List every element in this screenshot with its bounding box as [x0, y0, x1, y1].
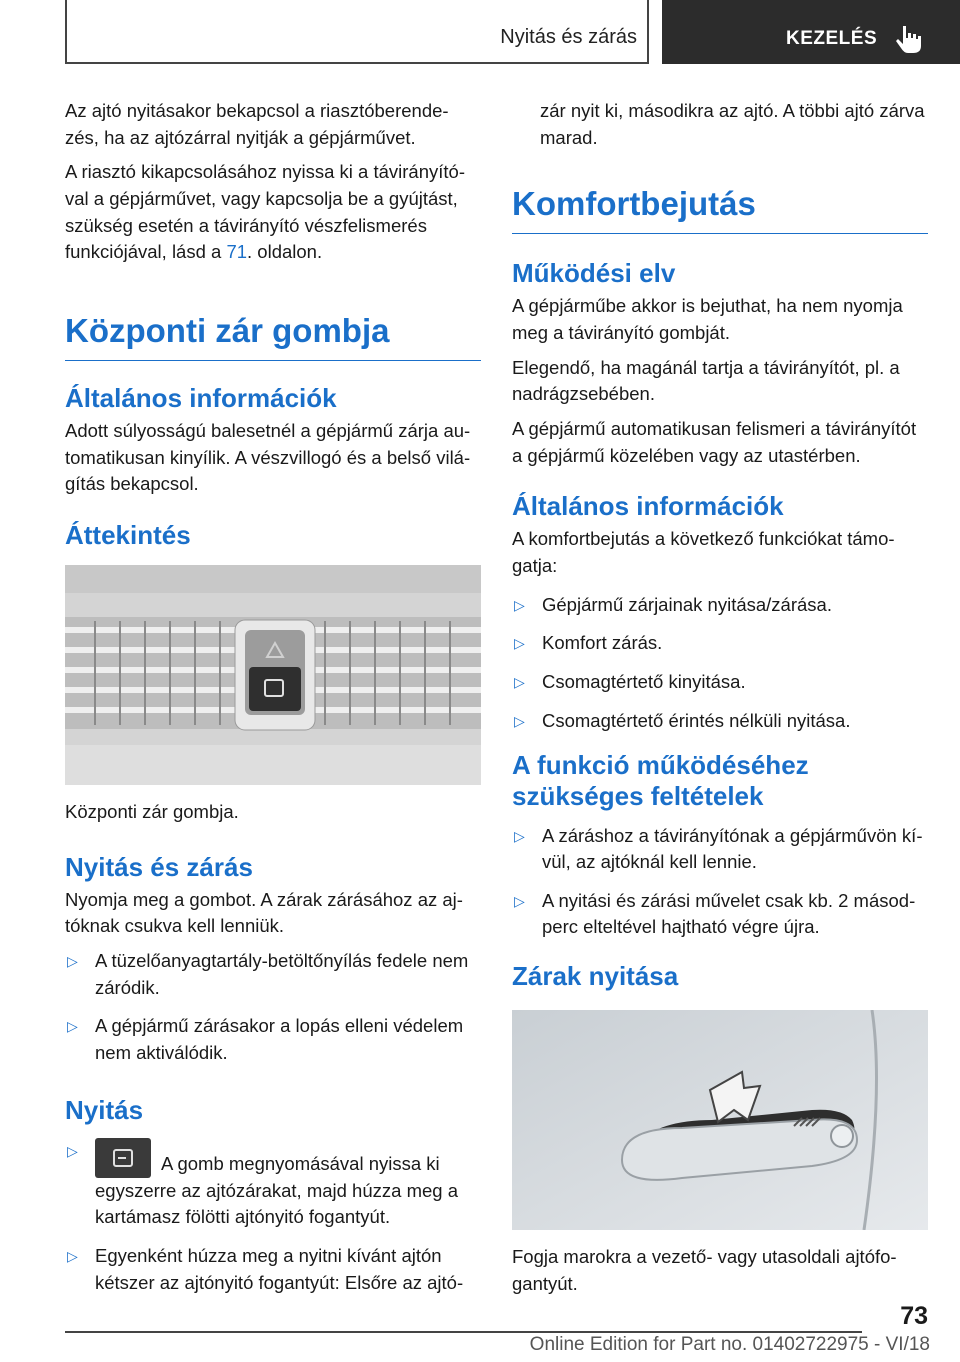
list-item: ▷ Csomagtértető kinyitása.: [514, 670, 746, 692]
list-item: ▷ A gépjármű zárásakor a lopás elleni védelem nem aktiválódik.: [67, 1015, 464, 1063]
list-item: ▷ Csomagtértető érintés nélküli nyitása.: [514, 709, 851, 731]
heading-overview: Áttekintés: [65, 519, 191, 550]
page-link-71[interactable]: 71: [226, 241, 248, 263]
triangle-bullet-icon: ▷: [514, 827, 525, 844]
list-item: ▷ A tüzelőanyagtartály-betöltőnyílás fedele nem záródik.: [67, 950, 469, 998]
alarm-paragraph: Az ajtó nyitásakor bekapcsol a riasztóberende-zés, ha az ajtózárral nyitják a gépjárművet.: [65, 100, 449, 148]
triangle-bullet-icon: ▷: [67, 1018, 78, 1035]
list-item: ▷ Gépjármű zárjainak nyitása/zárása.: [514, 593, 832, 615]
list-item: ▷ A nyitási és zárási művelet csak kb. 2 másod-perc elteltével hajtható végre újra.: [514, 889, 916, 938]
alarm-off-text-end: . oldalon.: [247, 241, 323, 263]
triangle-bullet-icon: ▷: [514, 635, 525, 652]
triangle-bullet-icon: ▷: [67, 1142, 78, 1159]
right-column: [512, 98, 928, 1297]
heading-open: Nyitás: [65, 1094, 144, 1125]
footer-edition: Online Edition for Part no. 01402722975 - VI/18: [529, 1334, 930, 1355]
general-info-paragraph: Adott súlyosságú balesetnél a gépjármű zárja au-tomatikusan kinyílik. A vészvillogó és a belső vilá-gítás bekapcsol.: [65, 419, 471, 495]
continued-paragraph: zár nyit ki, másodikra az ajtó. A többi ajtó zárva marad.: [540, 100, 925, 148]
hand-pointer-icon: [894, 24, 922, 54]
principle-paragraph-1: A gépjárműbe akkor is bejuthat, ha nem nyomja meg a távirányító gombját.: [512, 295, 903, 344]
alarm-off-paragraph: [65, 159, 481, 266]
heading-principle: Működési elv: [512, 258, 676, 289]
triangle-bullet-icon: ▷: [514, 673, 525, 690]
central-lock-figure-caption: Központi zár gombja.: [65, 801, 239, 822]
heading-conditions: A funkció működéséhez szükséges feltételek: [512, 750, 809, 812]
heading-unlocking: Zárak nyitása: [512, 961, 679, 991]
heading-general-info-right: Általános információk: [512, 491, 784, 522]
open-bullets: [65, 1138, 481, 1297]
page-number: 73: [900, 1302, 928, 1330]
conditions-bullets: [512, 823, 928, 942]
chapter-heading-comfort-access: Komfortbejutás: [512, 185, 928, 234]
triangle-bullet-icon: ▷: [514, 892, 525, 909]
triangle-bullet-icon: ▷: [67, 953, 78, 970]
unlock-button-icon: [95, 1138, 151, 1178]
list-item: ▷ Komfort zárás.: [514, 632, 663, 654]
heading-general-info: Általános információk: [65, 382, 337, 413]
open-close-bullets: [65, 948, 481, 1067]
chapter-heading-central-lock: Központi zár gombja: [65, 312, 481, 361]
list-item: ▷ Egyenként húzza meg a nyitni kívánt ajtón kétszer az ajtónyitó fogantyút: Elsőre az ajtó-: [67, 1245, 464, 1293]
list-item: ▷ A záráshoz a távirányítónak a gépjárművön kí-vül, az ajtóknál kell lennie.: [514, 824, 923, 873]
heading-open-close: Nyitás és zárás: [65, 851, 253, 882]
triangle-bullet-icon: ▷: [514, 712, 525, 729]
door-handle-photo: [512, 1010, 928, 1230]
features-bullets: [512, 592, 928, 735]
header-chapter-title: KEZELÉS: [786, 28, 878, 49]
list-item: ▷ A gomb megnyomásával nyissa ki egyszerre az ajtózárakat, majd húzza meg a kartámasz fölötti ajtónyitó fogantyút.: [65, 1138, 481, 1231]
central-lock-button-photo: [65, 565, 481, 785]
header-section-box: [65, 0, 649, 64]
left-column: [65, 98, 481, 1308]
header-section-title: Nyitás és zárás: [500, 26, 637, 48]
door-handle-figure-caption: Fogja marokra a vezető- vagy utasoldali ajtófo-gantyút.: [512, 1246, 897, 1294]
alarm-off-text: A riasztó kikapcsolásához nyissa ki a távirányító-val a gépjárművet, vagy kapcsolja be a gyújtást, szükség esetén a távirányító vészfelismerés funkciójával, lásd a: [65, 161, 465, 263]
footer-divider: [65, 1331, 862, 1333]
principle-paragraph-2: Elegendő, ha magánál tartja a távirányítót, pl. a nadrágzsebében.: [512, 356, 900, 405]
principle-paragraph-3: A gépjármű automatikusan felismeri a távirányítót a gépjármű közelében vagy az utastérben.: [512, 417, 917, 466]
open-close-paragraph: Nyomja meg a gombot. A zárak zárásához az aj-tóknak csukva kell lenniük.: [65, 888, 463, 937]
general-info-right-paragraph: A komfortbejutás a következő funkciókat támo-gatja:: [512, 528, 895, 576]
triangle-bullet-icon: ▷: [514, 596, 525, 613]
triangle-bullet-icon: ▷: [67, 1248, 78, 1264]
